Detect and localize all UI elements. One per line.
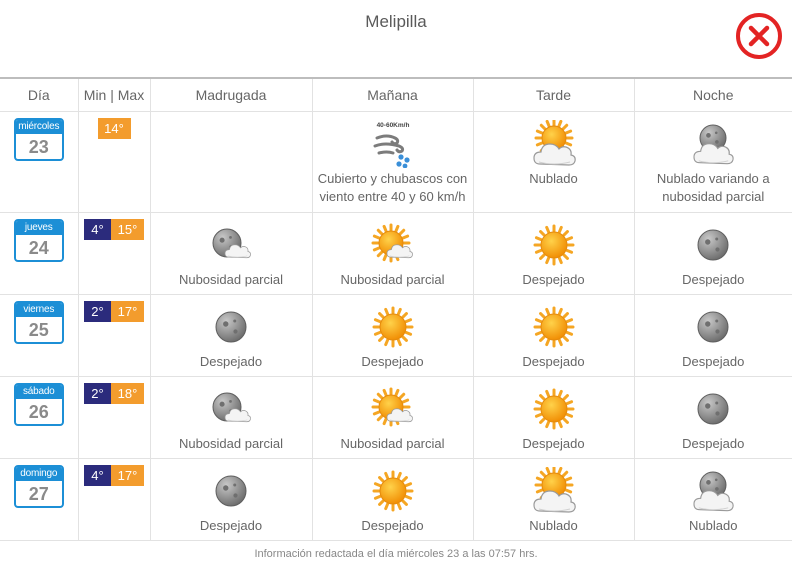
temp-badges [79, 118, 150, 139]
temp-cell [78, 459, 150, 541]
period-cell [634, 213, 792, 295]
day-cell [0, 377, 78, 459]
period-cell [312, 377, 473, 459]
temp-badges [79, 219, 150, 240]
day-number: 24 [16, 235, 62, 261]
moon-icon [689, 221, 737, 269]
partly-cloudy-sun-icon [369, 385, 417, 433]
partly-cloudy-moon-icon [207, 385, 255, 433]
weather-description: Cubierto y chubascos con viento entre 40 y 60 km/h [313, 170, 473, 206]
forecast-row [0, 112, 792, 213]
weather-description: Despejado [151, 353, 312, 371]
day-of-week: viernes [16, 303, 62, 317]
close-icon [735, 12, 783, 60]
period-cell [150, 112, 312, 213]
cloudy-moon-icon [689, 120, 737, 168]
calendar-badge [14, 465, 64, 508]
min-temp: 2° [84, 383, 111, 404]
day-cell [0, 459, 78, 541]
moon-icon [689, 385, 737, 433]
cloudy-sun-icon [530, 120, 578, 168]
partly-cloudy-moon-icon [207, 221, 255, 269]
min-temp: 4° [84, 465, 111, 486]
moon-icon [207, 303, 255, 351]
page-title: Melipilla [0, 12, 792, 32]
forecast-row [0, 459, 792, 541]
header-madrugada: Madrugada [150, 78, 312, 112]
period-cell [150, 213, 312, 295]
temp-cell [78, 213, 150, 295]
forecast-row [0, 295, 792, 377]
calendar-badge [14, 118, 64, 161]
forecast-table [0, 77, 792, 541]
weather-description: Despejado [313, 353, 473, 371]
weather-description: Nubosidad parcial [151, 435, 312, 453]
moon-icon [689, 303, 737, 351]
period-cell [312, 112, 473, 213]
period-cell [150, 459, 312, 541]
period-cell [473, 459, 634, 541]
close-button[interactable] [735, 12, 783, 60]
header-noche: Noche [634, 78, 792, 112]
day-of-week: domingo [16, 467, 62, 481]
weather-description: Nublado [635, 517, 792, 535]
period-cell [473, 295, 634, 377]
cloudy-sun-icon [530, 467, 578, 515]
period-cell [473, 377, 634, 459]
period-cell [312, 213, 473, 295]
weather-description: Despejado [474, 435, 634, 453]
header-row [0, 78, 792, 112]
day-number: 25 [16, 317, 62, 343]
period-cell [634, 295, 792, 377]
moon-icon [207, 467, 255, 515]
period-cell [150, 295, 312, 377]
header-day: Día [0, 78, 78, 112]
calendar-badge [14, 383, 64, 426]
max-temp: 18° [111, 383, 144, 404]
partly-cloudy-sun-icon [369, 221, 417, 269]
period-cell [312, 295, 473, 377]
cloudy-moon-icon [689, 467, 737, 515]
temp-cell [78, 295, 150, 377]
period-cell [473, 213, 634, 295]
day-cell [0, 295, 78, 377]
calendar-badge [14, 301, 64, 344]
weather-description: Nubosidad parcial [151, 271, 312, 289]
weather-description: Nubosidad parcial [313, 271, 473, 289]
header-tarde: Tarde [473, 78, 634, 112]
weather-description: Despejado [635, 271, 792, 289]
sun-icon [369, 467, 417, 515]
calendar-badge [14, 219, 64, 262]
min-temp: 4° [84, 219, 111, 240]
svg-text:40-60Km/h: 40-60Km/h [376, 122, 409, 129]
sun-icon [369, 303, 417, 351]
temp-badges [79, 301, 150, 322]
sun-icon [530, 385, 578, 433]
day-of-week: jueves [16, 221, 62, 235]
weather-description: Despejado [151, 517, 312, 535]
period-cell [150, 377, 312, 459]
temp-cell [78, 112, 150, 213]
temp-badges [79, 465, 150, 486]
forecast-row [0, 377, 792, 459]
period-cell [473, 112, 634, 213]
max-temp: 17° [111, 465, 144, 486]
sun-icon [530, 303, 578, 351]
min-temp: 2° [84, 301, 111, 322]
weather-description: Nubosidad parcial [313, 435, 473, 453]
day-cell [0, 213, 78, 295]
forecast-row [0, 213, 792, 295]
temp-cell [78, 377, 150, 459]
temp-badges [79, 383, 150, 404]
header-manana: Mañana [312, 78, 473, 112]
day-number: 27 [16, 481, 62, 507]
weather-description: Nublado [474, 517, 634, 535]
period-cell [634, 459, 792, 541]
weather-description: Nublado [474, 170, 634, 188]
weather-description: Despejado [635, 435, 792, 453]
wind-rain-icon [369, 120, 417, 168]
sun-icon [530, 221, 578, 269]
max-temp: 17° [111, 301, 144, 322]
day-of-week: sábado [16, 385, 62, 399]
weather-description: Despejado [635, 353, 792, 371]
max-temp: 14° [98, 118, 131, 139]
weather-description: Nublado variando a nubosidad parcial [635, 170, 792, 206]
day-number: 26 [16, 399, 62, 425]
day-of-week: miércoles [16, 120, 62, 134]
max-temp: 15° [111, 219, 144, 240]
header-minmax: Min | Max [78, 78, 150, 112]
period-cell [634, 112, 792, 213]
day-number: 23 [16, 134, 62, 160]
day-cell [0, 112, 78, 213]
period-cell [634, 377, 792, 459]
weather-description: Despejado [474, 271, 634, 289]
weather-description: Despejado [474, 353, 634, 371]
period-cell [312, 459, 473, 541]
weather-description: Despejado [313, 517, 473, 535]
footer-note: Información redactada el día miércoles 23 a las 07:57 hrs. [0, 540, 792, 569]
